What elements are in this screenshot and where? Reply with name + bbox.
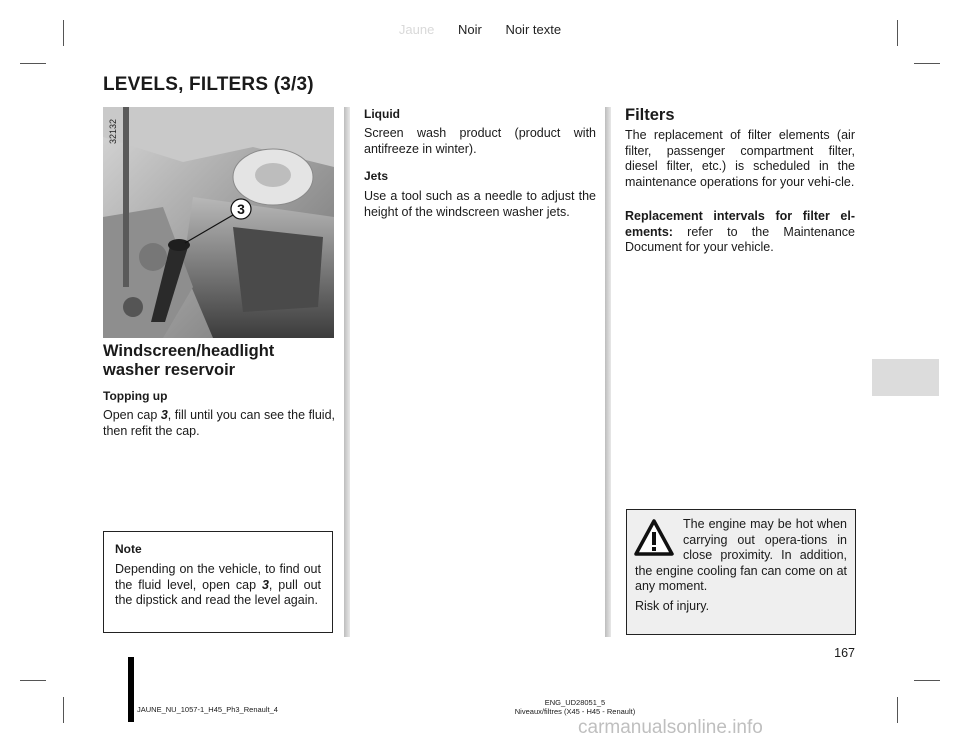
warning-text	[635, 517, 847, 595]
callout-label: 3	[237, 201, 245, 217]
color-mark-noir-texte: Noir texte	[505, 22, 562, 37]
jets-heading: Jets	[364, 169, 389, 183]
color-mark-jaune: Jaune	[398, 22, 435, 37]
cap-reference: 3	[261, 577, 269, 592]
chapter-tab	[872, 359, 939, 396]
margin-bar	[128, 657, 134, 722]
crop-mark	[914, 680, 940, 681]
page-number: 167	[834, 646, 855, 660]
risk-of-injury: Risk of injury.	[635, 599, 710, 613]
engine-bay-illustration	[103, 107, 334, 338]
crop-mark	[63, 697, 64, 723]
liquid-heading: Liquid	[364, 107, 400, 121]
footer-right-line1: ENG_UD28051_5	[544, 698, 606, 707]
footer-right-line2: Niveaux/filtres (X45 - H45 - Renault)	[514, 707, 636, 716]
note-heading: Note	[115, 542, 142, 556]
intervals-text: refer to the Maintenance Document for your vehicle.	[625, 224, 855, 254]
page-title: LEVELS, FILTERS (3/3)	[103, 74, 314, 95]
text-part: Open cap	[103, 408, 161, 422]
intervals-label: Replacement intervals for filter el-ements:	[625, 209, 855, 239]
footer-right	[470, 698, 680, 716]
cap-reference: 3	[160, 408, 168, 422]
crop-mark	[914, 63, 940, 64]
text-part: Depending on the vehicle, to find out the fluid level, open cap	[115, 562, 321, 592]
engine-bay-photo	[103, 107, 334, 338]
color-mark-noir: Noir	[457, 22, 482, 37]
warning-box	[626, 509, 856, 635]
replacement-intervals-text	[625, 209, 855, 256]
color-marks-header	[0, 22, 960, 37]
watermark: carmanualsonline.info	[578, 717, 763, 738]
section-title-washer-reservoir: Windscreen/headlight washer reservoir	[103, 342, 275, 379]
topping-up-text	[103, 408, 335, 439]
column-divider	[605, 107, 611, 637]
crop-mark	[897, 697, 898, 723]
jets-text: Use a tool such as a needle to adjust the height of the windscreen washer jets.	[364, 189, 596, 219]
note-box	[103, 531, 333, 633]
liquid-text: Screen wash product (product with antifreeze in winter).	[364, 126, 596, 156]
warning-message: The engine may be hot when carrying out opera-tions in close proximity. In addition, the engine cooling fan can come on at any moment.	[635, 517, 847, 593]
note-text	[115, 562, 321, 609]
text-part: , pull out the dipstick and read the level again.	[115, 577, 321, 607]
column-divider	[344, 107, 350, 637]
text-part: , fill until you can see the fluid, then refit the cap.	[103, 408, 335, 438]
figure-ref-number: 32132	[108, 118, 118, 144]
filters-text: The replacement of filter elements (air filter, passenger compartment filter, diesel filter, etc.) is scheduled in the maintenance operations for your vehi-cle.	[625, 128, 855, 189]
filters-title: Filters	[625, 106, 675, 124]
footer-left: JAUNE_NU_1057-1_H45_Ph3_Renault_4	[137, 705, 278, 714]
crop-mark	[20, 63, 46, 64]
crop-mark	[20, 680, 46, 681]
topping-up-heading: Topping up	[103, 389, 168, 403]
